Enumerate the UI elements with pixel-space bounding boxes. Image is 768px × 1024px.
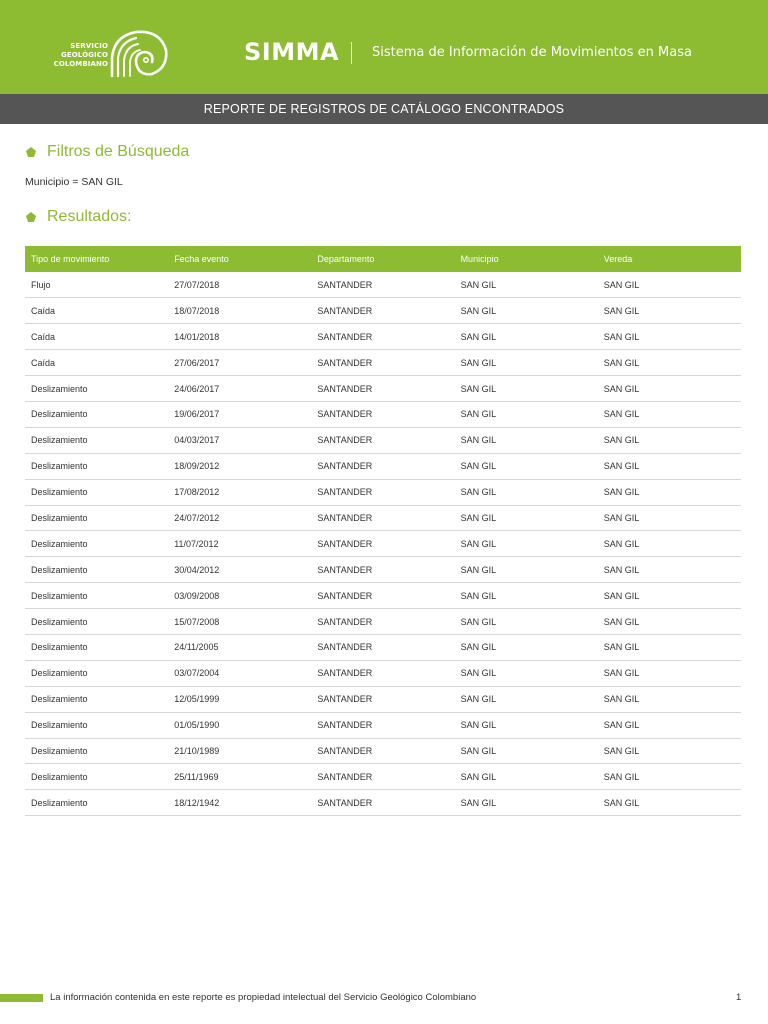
cell-fecha: 27/06/2017 xyxy=(168,350,311,376)
app-subtitle: Sistema de Información de Movimientos en Masa xyxy=(372,45,692,60)
cell-vereda: SAN GIL xyxy=(598,531,741,557)
results-heading-text: Resultados: xyxy=(47,208,132,225)
cell-fecha: 17/08/2012 xyxy=(168,479,311,505)
cell-municipio: SAN GIL xyxy=(455,660,598,686)
cell-fecha: 18/09/2012 xyxy=(168,453,311,479)
table-row xyxy=(25,531,741,557)
cell-municipio: SAN GIL xyxy=(455,764,598,790)
cell-vereda: SAN GIL xyxy=(598,609,741,635)
cell-tipo: Deslizamiento xyxy=(25,376,168,402)
logo-line-2: GEOLÓGICO xyxy=(61,51,108,59)
cell-departamento: SANTANDER xyxy=(311,427,454,453)
cell-vereda: SAN GIL xyxy=(598,583,741,609)
table-row xyxy=(25,298,741,324)
cell-vereda: SAN GIL xyxy=(598,350,741,376)
logo-text xyxy=(46,42,108,69)
cell-vereda: SAN GIL xyxy=(598,427,741,453)
cell-fecha: 24/06/2017 xyxy=(168,376,311,402)
cell-departamento: SANTANDER xyxy=(311,531,454,557)
cell-municipio: SAN GIL xyxy=(455,531,598,557)
cell-municipio: SAN GIL xyxy=(455,505,598,531)
cell-tipo: Flujo xyxy=(25,272,168,298)
cell-departamento: SANTANDER xyxy=(311,764,454,790)
cell-municipio: SAN GIL xyxy=(455,557,598,583)
cell-departamento: SANTANDER xyxy=(311,479,454,505)
header-banner xyxy=(0,0,768,94)
table-row xyxy=(25,401,741,427)
cell-departamento: SANTANDER xyxy=(311,324,454,350)
cell-tipo: Deslizamiento xyxy=(25,427,168,453)
table-row xyxy=(25,790,741,816)
cell-fecha: 11/07/2012 xyxy=(168,531,311,557)
cell-municipio: SAN GIL xyxy=(455,634,598,660)
filters-heading xyxy=(26,143,189,161)
cell-departamento: SANTANDER xyxy=(311,712,454,738)
table-row xyxy=(25,427,741,453)
cell-tipo: Deslizamiento xyxy=(25,609,168,635)
cell-departamento: SANTANDER xyxy=(311,738,454,764)
report-title: REPORTE DE REGISTROS DE CATÁLOGO ENCONTRADOS xyxy=(0,94,768,124)
cell-tipo: Deslizamiento xyxy=(25,764,168,790)
cell-departamento: SANTANDER xyxy=(311,376,454,402)
cell-departamento: SANTANDER xyxy=(311,401,454,427)
cell-fecha: 03/09/2008 xyxy=(168,583,311,609)
cell-municipio: SAN GIL xyxy=(455,350,598,376)
table-row xyxy=(25,376,741,402)
cell-tipo: Deslizamiento xyxy=(25,634,168,660)
app-name: SIMMA xyxy=(244,38,340,66)
table-row xyxy=(25,764,741,790)
cell-fecha: 27/07/2018 xyxy=(168,272,311,298)
cell-tipo: Deslizamiento xyxy=(25,660,168,686)
cell-departamento: SANTANDER xyxy=(311,272,454,298)
cell-tipo: Deslizamiento xyxy=(25,531,168,557)
cell-departamento: SANTANDER xyxy=(311,660,454,686)
logo-line-3: COLOMBIANO xyxy=(53,60,108,68)
cell-departamento: SANTANDER xyxy=(311,686,454,712)
cell-tipo: Deslizamiento xyxy=(25,583,168,609)
table-row xyxy=(25,686,741,712)
cell-fecha: 01/05/1990 xyxy=(168,712,311,738)
table-row xyxy=(25,609,741,635)
table-row xyxy=(25,350,741,376)
cell-departamento: SANTANDER xyxy=(311,557,454,583)
cell-fecha: 24/11/2005 xyxy=(168,634,311,660)
table-row xyxy=(25,712,741,738)
cell-tipo: Deslizamiento xyxy=(25,453,168,479)
cell-vereda: SAN GIL xyxy=(598,401,741,427)
logo-line-1: SERVICIO xyxy=(70,42,108,50)
column-header-fecha: Fecha evento xyxy=(168,246,311,272)
cell-vereda: SAN GIL xyxy=(598,738,741,764)
cell-tipo: Deslizamiento xyxy=(25,505,168,531)
cell-tipo: Deslizamiento xyxy=(25,401,168,427)
cell-fecha: 04/03/2017 xyxy=(168,427,311,453)
cell-vereda: SAN GIL xyxy=(598,686,741,712)
cell-tipo: Deslizamiento xyxy=(25,557,168,583)
cell-fecha: 30/04/2012 xyxy=(168,557,311,583)
cell-municipio: SAN GIL xyxy=(455,712,598,738)
cell-vereda: SAN GIL xyxy=(598,505,741,531)
cell-vereda: SAN GIL xyxy=(598,324,741,350)
cell-municipio: SAN GIL xyxy=(455,272,598,298)
table-row xyxy=(25,660,741,686)
cell-fecha: 14/01/2018 xyxy=(168,324,311,350)
column-header-vereda: Vereda xyxy=(598,246,741,272)
cell-vereda: SAN GIL xyxy=(598,790,741,816)
cell-departamento: SANTANDER xyxy=(311,350,454,376)
filters-heading-text: Filtros de Búsqueda xyxy=(47,143,190,160)
cell-fecha: 03/07/2004 xyxy=(168,660,311,686)
table-row xyxy=(25,505,741,531)
cell-vereda: SAN GIL xyxy=(598,660,741,686)
cell-municipio: SAN GIL xyxy=(455,298,598,324)
results-heading xyxy=(26,208,132,226)
page-number: 1 xyxy=(736,992,742,1003)
cell-municipio: SAN GIL xyxy=(455,376,598,402)
cell-tipo: Deslizamiento xyxy=(25,738,168,764)
cell-fecha: 24/07/2012 xyxy=(168,505,311,531)
cell-departamento: SANTANDER xyxy=(311,790,454,816)
footer-note: La información contenida en este reporte es propiedad intelectual del Servicio Geológico Colombiano xyxy=(50,992,477,1003)
cell-tipo: Caída xyxy=(25,298,168,324)
table-row xyxy=(25,583,741,609)
bullet-icon xyxy=(26,147,36,157)
bullet-icon xyxy=(26,212,36,222)
cell-tipo: Deslizamiento xyxy=(25,479,168,505)
table-row xyxy=(25,324,741,350)
cell-departamento: SANTANDER xyxy=(311,634,454,660)
cell-municipio: SAN GIL xyxy=(455,401,598,427)
cell-vereda: SAN GIL xyxy=(598,272,741,298)
cell-fecha: 21/10/1989 xyxy=(168,738,311,764)
table-row xyxy=(25,479,741,505)
table-row xyxy=(25,738,741,764)
cell-vereda: SAN GIL xyxy=(598,479,741,505)
table-row xyxy=(25,557,741,583)
filter-criteria: Municipio = SAN GIL xyxy=(25,176,123,188)
spiral-logo-icon xyxy=(110,28,170,78)
results-table xyxy=(25,246,741,816)
cell-vereda: SAN GIL xyxy=(598,557,741,583)
cell-fecha: 25/11/1969 xyxy=(168,764,311,790)
cell-municipio: SAN GIL xyxy=(455,686,598,712)
header-divider xyxy=(351,42,352,64)
cell-departamento: SANTANDER xyxy=(311,298,454,324)
cell-vereda: SAN GIL xyxy=(598,712,741,738)
column-header-departamento: Departamento xyxy=(311,246,454,272)
cell-vereda: SAN GIL xyxy=(598,376,741,402)
cell-vereda: SAN GIL xyxy=(598,298,741,324)
column-header-municipio: Municipio xyxy=(455,246,598,272)
cell-vereda: SAN GIL xyxy=(598,453,741,479)
cell-tipo: Deslizamiento xyxy=(25,712,168,738)
cell-tipo: Deslizamiento xyxy=(25,790,168,816)
table-row xyxy=(25,634,741,660)
cell-vereda: SAN GIL xyxy=(598,764,741,790)
table-header-row xyxy=(25,246,741,272)
cell-fecha: 18/12/1942 xyxy=(168,790,311,816)
footer-accent-bar xyxy=(0,994,43,1002)
cell-fecha: 19/06/2017 xyxy=(168,401,311,427)
cell-fecha: 18/07/2018 xyxy=(168,298,311,324)
table-body xyxy=(25,272,741,816)
cell-tipo: Caída xyxy=(25,324,168,350)
cell-municipio: SAN GIL xyxy=(455,790,598,816)
table-row xyxy=(25,272,741,298)
cell-municipio: SAN GIL xyxy=(455,583,598,609)
cell-municipio: SAN GIL xyxy=(455,427,598,453)
cell-municipio: SAN GIL xyxy=(455,479,598,505)
cell-fecha: 15/07/2008 xyxy=(168,609,311,635)
cell-municipio: SAN GIL xyxy=(455,738,598,764)
cell-vereda: SAN GIL xyxy=(598,634,741,660)
cell-departamento: SANTANDER xyxy=(311,609,454,635)
column-header-tipo: Tipo de movimiento xyxy=(25,246,168,272)
cell-tipo: Caída xyxy=(25,350,168,376)
cell-fecha: 12/05/1999 xyxy=(168,686,311,712)
cell-departamento: SANTANDER xyxy=(311,583,454,609)
cell-municipio: SAN GIL xyxy=(455,609,598,635)
cell-departamento: SANTANDER xyxy=(311,453,454,479)
cell-municipio: SAN GIL xyxy=(455,324,598,350)
table-row xyxy=(25,453,741,479)
cell-departamento: SANTANDER xyxy=(311,505,454,531)
cell-tipo: Deslizamiento xyxy=(25,686,168,712)
cell-municipio: SAN GIL xyxy=(455,453,598,479)
